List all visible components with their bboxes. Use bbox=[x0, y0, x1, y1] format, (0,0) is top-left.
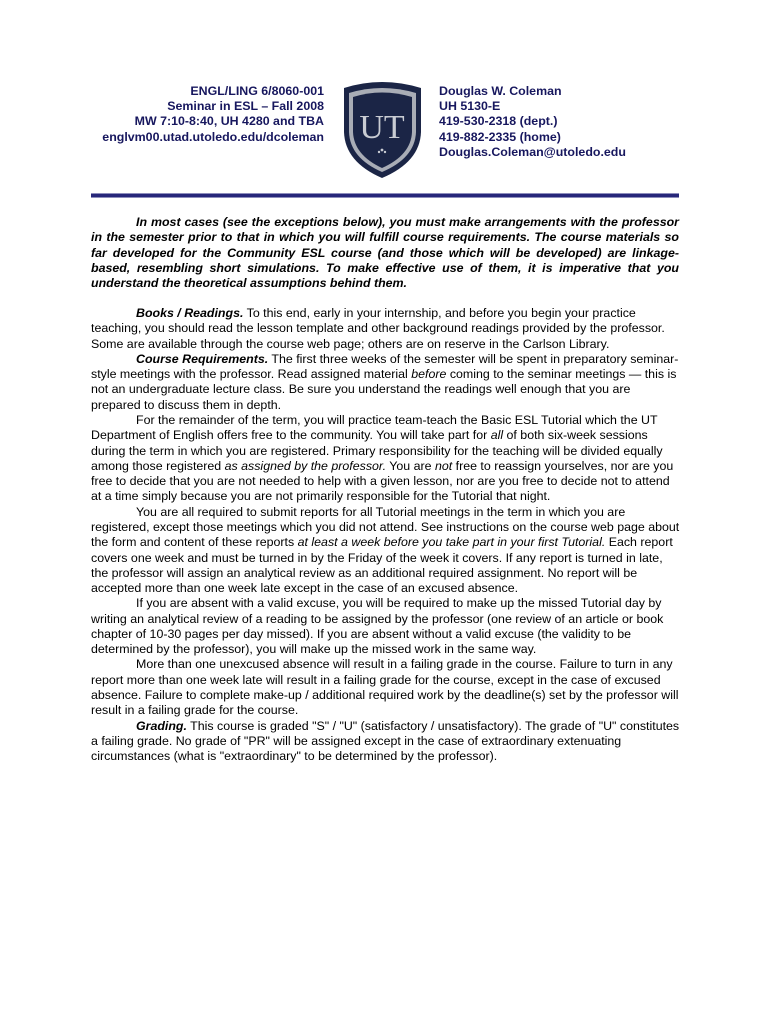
course-url: englvm00.utad.utoledo.edu/dcoleman bbox=[102, 129, 324, 144]
course-schedule: MW 7:10-8:40, UH 4280 and TBA bbox=[134, 114, 324, 129]
books-paragraph: Books / Readings. To this end, early in your internship, and before you begin your practice teaching, you should read the lesson template and other background readings provided by the professor. Some are available through the course web page; others are on reserve in the Carlson Library. bbox=[91, 306, 665, 351]
course-title: Seminar in ESL – Fall 2008 bbox=[167, 99, 324, 114]
logo-lettering: UT bbox=[359, 109, 405, 146]
instructor-dept-phone: 419-530-2318 (dept.) bbox=[439, 114, 558, 129]
remainder-paragraph: For the remainder of the term, you will practice team-teach the Basic ESL Tutorial which the UT Department of English offers free to the community. You will take part for all of both six-week sessions during the term in which you are registered. Primary responsibility for the teaching will be divided equally among those registered as assigned by the professor. You are not free to reassign yourselves, nor are you free to decide that you are not needed to help with a given lesson, nor are you free to decide not to attend at a time simply because you are not primarily responsible for the Tutorial that night. bbox=[91, 412, 674, 504]
unexcused-paragraph: More than one unexcused absence will result in a failing grade in the course. Failure to turn in any report more than one week late will result in a failing grade for the course, except in the case of excused absence. Failure to complete make-up / additional required work by the deadline(s) set by the professor will result in a failing grade for the course. bbox=[91, 657, 679, 718]
instructor-office: UH 5130-E bbox=[439, 99, 501, 114]
requirements-heading: Course Requirements. bbox=[136, 351, 269, 366]
requirements-paragraph: Course Requirements. The first three weeks of the semester will be spent in preparatory seminar-style meetings with the professor. Read assigned material before coming to the seminar meetings — this is not an undergraduate lecture class. Be sure you understand the readings well enough that you are prepared to discuss them in depth. bbox=[91, 351, 679, 412]
books-heading: Books / Readings. bbox=[136, 306, 244, 320]
instructor-name: Douglas W. Coleman bbox=[439, 84, 562, 98]
instructor-email: Douglas.Coleman@utoledo.edu bbox=[439, 144, 626, 159]
instructor-info bbox=[439, 84, 626, 160]
intro-paragraph: In most cases (see the exceptions below), you must make arrangements with the professor in the semester prior to that in which you will fulfill course requirements. The course materials so far developed for the Community ESL course (and those which will be developed) are linkage-based, resembling short simulations. To make effective use of them, it is imperative that you understand the theoretical assumptions behind them. bbox=[91, 215, 679, 291]
grading-heading: Grading. bbox=[136, 718, 187, 733]
header-divider bbox=[91, 193, 679, 198]
course-code: ENGL/LING 6/8060-001 bbox=[190, 84, 324, 98]
reports-paragraph: You are all required to submit reports for all Tutorial meetings in the term in which you are registered, except those meetings which you did not attend. See instructions on the course web page about the form and content of these reports at least a week before you take part in your first Tutorial. Each report covers one week and must be turned in by the Friday of the week it covers. If any report is turned in late, the professor will assign an analytical review as an additional required assignment. No report will be accepted more than one week late except in the case of an excused absence. bbox=[91, 504, 680, 596]
absent-paragraph: If you are absent with a valid excuse, you will be required to make up the missed Tutorial day by writing an analytical review of a reading to be assigned by the professor (one review of an article or book chapter of 10-30 pages per day missed). If you are absent without a valid excuse (the validity to be determined by the professor), you will make up the missed work in the same way. bbox=[91, 596, 664, 657]
instructor-home-phone: 419-882-2335 (home) bbox=[439, 129, 561, 144]
document-body bbox=[91, 306, 681, 764]
course-info bbox=[102, 84, 324, 145]
grading-paragraph: Grading. This course is graded "S" / "U" (satisfactory / unsatisfactory). The grade of "U" constitutes a failing grade. No grade of "PR" will be assigned except in the case of extraordinary extenuating circumstances (what is "extraordinary" to be determined by the professor). bbox=[91, 718, 680, 764]
ut-shield-logo bbox=[340, 80, 425, 180]
